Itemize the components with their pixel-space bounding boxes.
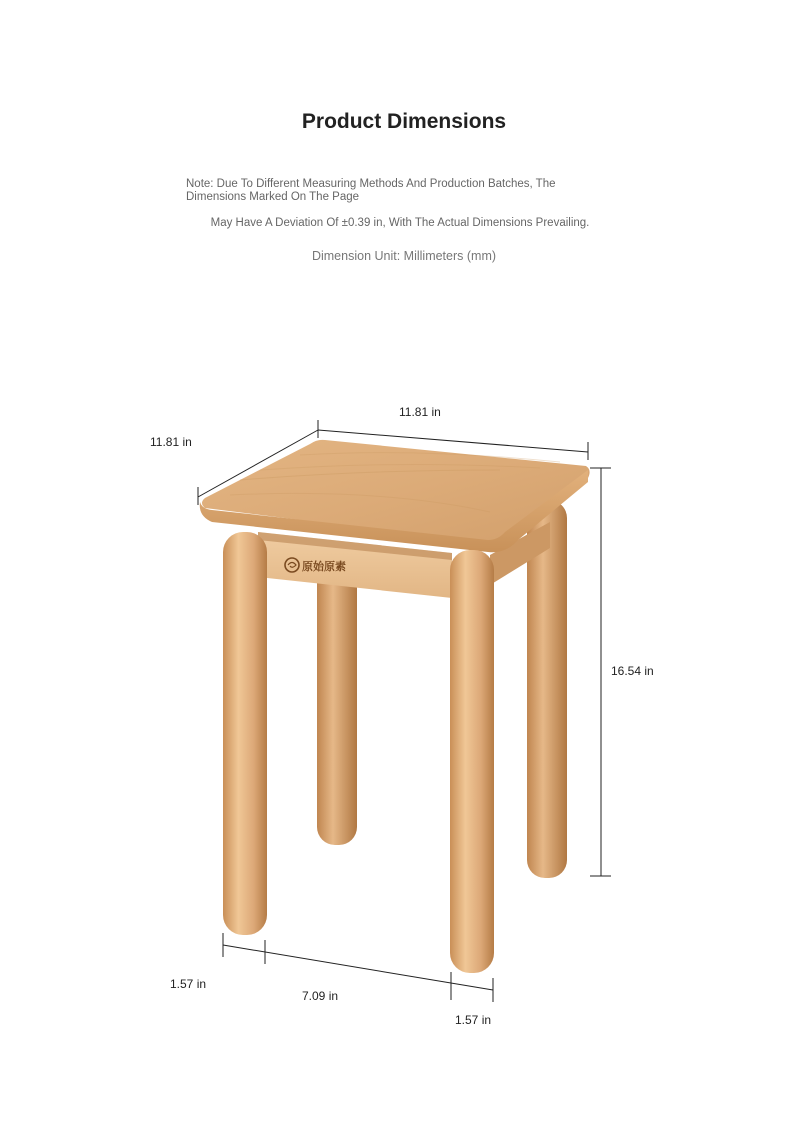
- apron-logo-text: 原始原素: [302, 560, 346, 573]
- leg-diameter-right-label: 1.57 in: [455, 1013, 492, 1027]
- stool-front-left-leg: [223, 532, 267, 935]
- stool-back-left-leg: [317, 560, 357, 845]
- dimension-unit-label: Dimension Unit: Millimeters (mm): [311, 249, 497, 263]
- height-label: 16.54 in: [611, 664, 654, 678]
- deviation-note: Note: Due To Different Measuring Methods And Production Batches, The Dimensions Marked On The Page: [186, 178, 556, 203]
- top-depth-label: 11.81 in: [150, 435, 192, 449]
- leg-span-label: 7.09 in: [302, 989, 339, 1003]
- top-width-label: 11.81 in: [399, 405, 441, 419]
- deviation-note-continued: May Have A Deviation Of ±0.39 in, With The Actual Dimensions Prevailing.: [210, 217, 590, 229]
- page-title: Product Dimensions: [301, 110, 507, 133]
- leg-diameter-left-label: 1.57 in: [170, 977, 207, 991]
- stool-front-right-leg: [450, 550, 494, 973]
